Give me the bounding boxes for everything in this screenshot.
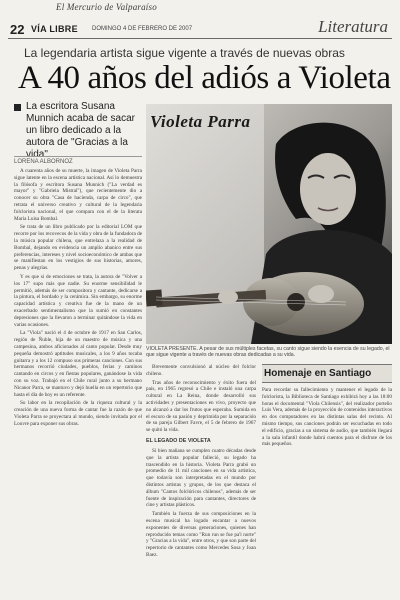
- page-number: 22: [10, 22, 25, 37]
- body-column-1: [14, 168, 142, 429]
- photo-illustration: [146, 104, 392, 344]
- body-column-2: [146, 364, 256, 561]
- sidebar-title: Homenaje en Santiago: [262, 364, 392, 383]
- paragraph: Brevemente convulsionó al núcleo del folclor chileno.: [146, 364, 256, 377]
- paragraph: A cuarenta años de su muerte, la imagen de Violeta Parra sigue latente en la escena artística nacional. Así lo demuestra la filósofa y escritora Susana Munnich ("La verdad es mayor" y "Gabriela Mistral"), que recientemente dio a conocer su obra "Casa de hacienda, carpa de circo", que retrata el universo creativo y cultural de la legendaria folclorista nacional, el que compara con el de la literata María Luisa Bombal.: [14, 168, 142, 222]
- lede-bullet-icon: [14, 104, 21, 111]
- photo-signature: Violeta Parra: [150, 112, 251, 131]
- issue-date: DOMINGO 4 DE FEBRERO DE 2007: [92, 26, 193, 32]
- section-title: Literatura: [318, 17, 388, 36]
- paragraph: Y es que si de emociones se trata, la autora de "Volver a los 17" supo más que nadie. Su enorme sensibilidad le permitió, además de ser compositora y cantante, dedicarse a la pintura, el bordado y la cerámica. Sin embargo, su enorme capacidad artística y creativa fue de la mano de un exacerbado sentimentalismo que la sumió en constantes depresiones que la llevaron a terminar quitándose la vida en varias ocasiones.: [14, 273, 142, 328]
- byline: LORENA ALBORNOZ: [14, 156, 142, 165]
- paragraph: Si bien mañana se cumplen cuatro décadas desde que la artista popular falleció, su legado ha trascendido en la historia. Violeta Parra grabó un promedio de 11 mil canciones en su vida artística, que todavía son interpretadas en el mundo por distintos artistas y grupos, de los que destaca el álbum "Cantos folclóricos chilenos", además de ser fuente de inspiración para cantantes, directores de cine y artistas plásticos.: [146, 447, 256, 509]
- paragraph: Se trata de un libro publicado por la editorial LOM que recorre por los recovecos de la vida y obra de la fundadora de la música popular chilena, que entrelaza a la realidad de Bombal, dejando en evidencia un amplio abanico entre sus preferencias, intereses y nivel socioeconómico de ambas que se manifiestan en los vestigios de sus historias, amores, penas y alegrías.: [14, 224, 142, 272]
- paragraph: Tras años de reconocimiento y éxito fuera del país, en 1965 regresó a Chile e instaló una carpa cultural en La Reina, donde desarrolló sus actividades y presentaciones en vivo, proyecto que no alcanzó a dar los frutos que esperaba. Sumida en el escuro de su pasión y deprimida por la separación de su pareja Gilbert Favre, el 5 de febrero de 1967 se quitó la vida.: [146, 379, 256, 434]
- paragraph: También la fuerza de sus composiciones en la escena musical ha logado encantar a nuevos exponentes de diversas generaciones, quienes han reproducido temas como "Run run se fue pa'l norte" y "Gracias a la vida", entre otros, y que son parte del repertorio de cantantes como Mercedes Sosa y Joan Baez.: [146, 511, 256, 558]
- publication-name: VÍA LIBRE: [31, 24, 78, 34]
- violeta-parra-photo: [146, 104, 392, 344]
- article-kicker: La legendaria artista sigue vigente a través de nuevas obras: [24, 46, 345, 60]
- section-subhead: EL LEGADO DE VIOLETA: [146, 437, 211, 444]
- sidebar-text: Para recordar su fallecimiento y mantener el legado de la folclorista, la Biblioteca de Santiago exhibirá hoy a las 18:00 horas el documental "Viola Chilensis", del realizador porteño Luis Vera, además de la proyección de contenidos interactivos en dos computadores en las distintas salas del recinto. Al mismo tiempo, sus canciones podrán ser escuchadas en todo el edificio, gracias a un sistema de audio, que también llegará a la sala infantil donde habrá cuentos para el disfrute de los más pequeños.: [262, 387, 392, 448]
- photo-caption: VIOLETA PRESENTE. A pesar de sus múltiples facetas, su canto sigue siendo la esencia de su legado, el que sigue vigente a través de nuevas obras dedicadas a su vida.: [146, 346, 390, 359]
- article-lede: La escritora Susana Munnich acaba de sacar un libro dedicado a la autora de "Gracias a la vida".: [26, 101, 135, 160]
- page-header: [8, 16, 392, 39]
- paragraph: Su labor en la recopilación de la riqueza cultural y la creación de una nueva forma de cantar fue la razón de que Violeta Parra se proyectara al mundo, siendo invitada por el Louvre para exponer sus obras.: [14, 400, 142, 427]
- article-headline: A 40 años del adiós a Violeta: [18, 60, 391, 96]
- sidebar-box: [262, 364, 392, 448]
- paragraph: La "Viola" nació el 4 de octubre de 1917 en San Carlos, región de Ñuble, hija de un maestro de música y una campesina, ambos aficionados al canto popular. Desde muy pequeña demostró aptitudes musicales, a los 9 años tocaba guitarra y a los 12 compuso sus primeras canciones. Con sus hermanos recorrió ciudades, pueblos, ferias y caminos cantando en circos y en fiestas populares, ganándose la vida con su voz. Trabajó en el Chile rural junto a su hermano Nicanor Parra, se mantuvo y dejó huella en un repertorio que hasta el día de hoy es un referente.: [14, 330, 142, 398]
- handwritten-note: El Mercurio de Valparaíso: [56, 2, 157, 12]
